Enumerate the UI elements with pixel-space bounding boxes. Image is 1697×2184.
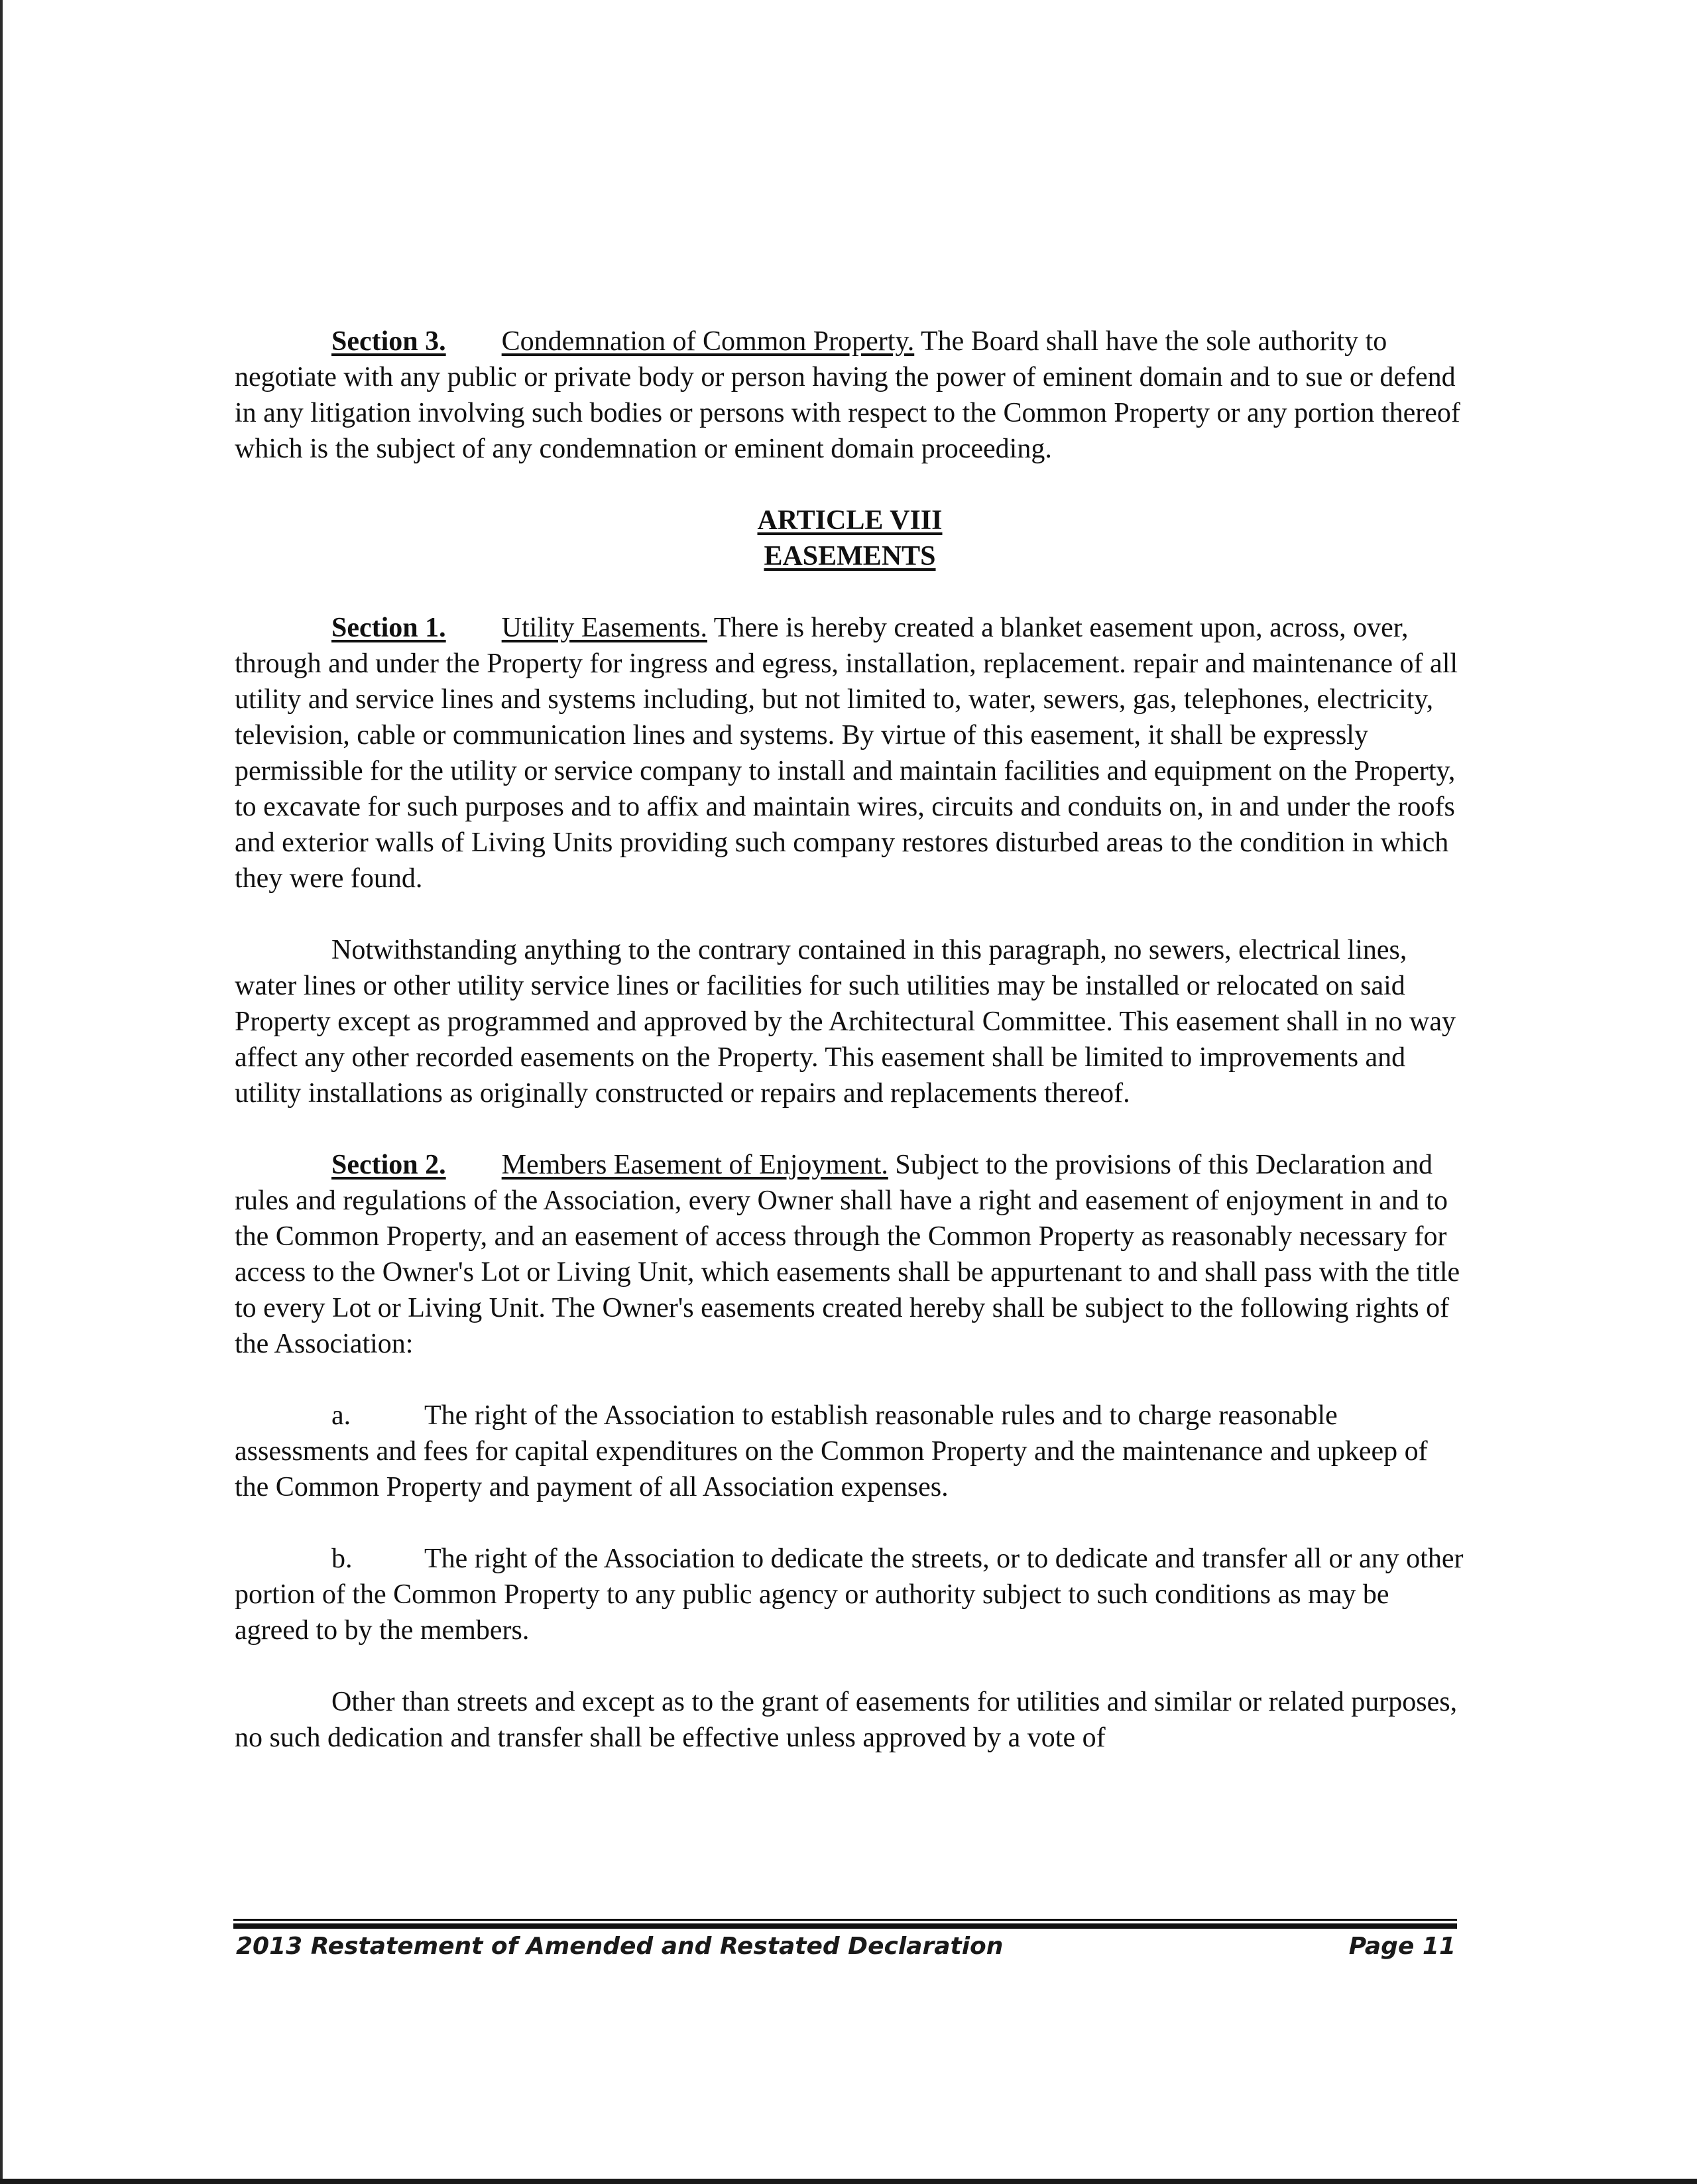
item-b-text: The right of the Association to dedicate the streets, or to dedicate and transfer all or any other portion of the Common Property to any public agency or authority subject to such conditions as may be agreed to by the members.	[235, 1544, 1464, 1646]
item-a-text: The right of the Association to establish reasonable rules and to charge reasonable assessments and fees for capital expenditures on the Common Property and the maintenance and upkeep of the Common Property and payment of all Association expenses.	[235, 1400, 1428, 1502]
footer-divider	[233, 1919, 1457, 1929]
section-1-label: Section 1.	[331, 613, 446, 643]
article-heading	[235, 503, 1465, 574]
section-1-text: There is hereby created a blanket easement upon, across, over, through and under the Property for ingress and egress, installation, replacement. repair and maintenance of all utility and service lines and systems including, but not limited to, water, sewers, gas, telephones, electricity, television, cable or communication lines and systems. By virtue of this easement, it shall be expressly permissible for the utility or service company to install and maintain facilities and equipment on the Property, to excavate for such purposes and to affix and maintain wires, circuits and conduits on, in and under the roofs and exterior walls of Living Units providing such company restores disturbed areas to the condition in which they were found.	[235, 613, 1458, 894]
article-title: EASEMENTS	[764, 541, 936, 572]
item-a-letter: a.	[331, 1400, 351, 1431]
section-1-paragraph	[235, 610, 1465, 896]
section-2-text: Subject to the provisions of this Declaration and rules and regulations of the Association, every Owner shall have a right and easement of enjoyment in and to the Common Property, and an easement of access through the Common Property as reasonably necessary for access to the Owner's Lot or Living Unit, which easements shall be appurtenant to and shall pass with the title to every Lot or Living Unit. The Owner's easements created hereby shall be subject to the following rights of the Association:	[235, 1150, 1460, 1359]
footer-page-number: Page 11	[1348, 1933, 1456, 1960]
article-number: ARTICLE VIII	[757, 505, 943, 536]
section-3-label: Section 3.	[331, 326, 446, 357]
notwithstanding-text: Notwithstanding anything to the contrary contained in this paragraph, no sewers, electrical lines, water lines or other utility service lines or facilities for such utilities may be installed or relocated on said Property except as programmed and approved by the Architectural Committee. This easement shall in no way affect any other recorded easements on the Property. This easement shall be limited to improvements and utility installations as originally constructed or repairs and replacements thereof.	[235, 935, 1456, 1109]
scan-left-edge	[0, 0, 3, 2184]
item-b-letter: b.	[331, 1544, 353, 1574]
item-a-paragraph	[235, 1398, 1465, 1505]
item-b-paragraph	[235, 1541, 1465, 1648]
section-2-paragraph	[235, 1147, 1465, 1362]
scan-bottom-edge	[0, 2179, 1697, 2184]
other-than-paragraph	[235, 1684, 1465, 1756]
other-than-text: Other than streets and except as to the grant of easements for utilities and similar or related purposes, no such dedication and transfer shall be effective unless approved by a vote of	[235, 1687, 1458, 1753]
section-3-paragraph	[235, 324, 1465, 467]
notwithstanding-paragraph	[235, 932, 1465, 1111]
page-footer	[236, 1932, 1456, 1961]
section-2-title: Members Easement of Enjoyment.	[501, 1150, 888, 1180]
section-2-label: Section 2.	[331, 1150, 446, 1180]
section-3-text: The Board shall have the sole authority to negotiate with any public or private body or person having the power of eminent domain and to sue or defend in any litigation involving such bodies or persons with respect to the Common Property or any portion thereof which is the subject of any condemnation or eminent domain proceeding.	[235, 326, 1460, 464]
document-body	[235, 324, 1465, 1791]
footer-document-title: 2013 Restatement of Amended and Restated Declaration	[236, 1933, 1004, 1960]
section-3-title: Condemnation of Common Property.	[501, 326, 915, 357]
section-1-title: Utility Easements.	[501, 613, 707, 643]
